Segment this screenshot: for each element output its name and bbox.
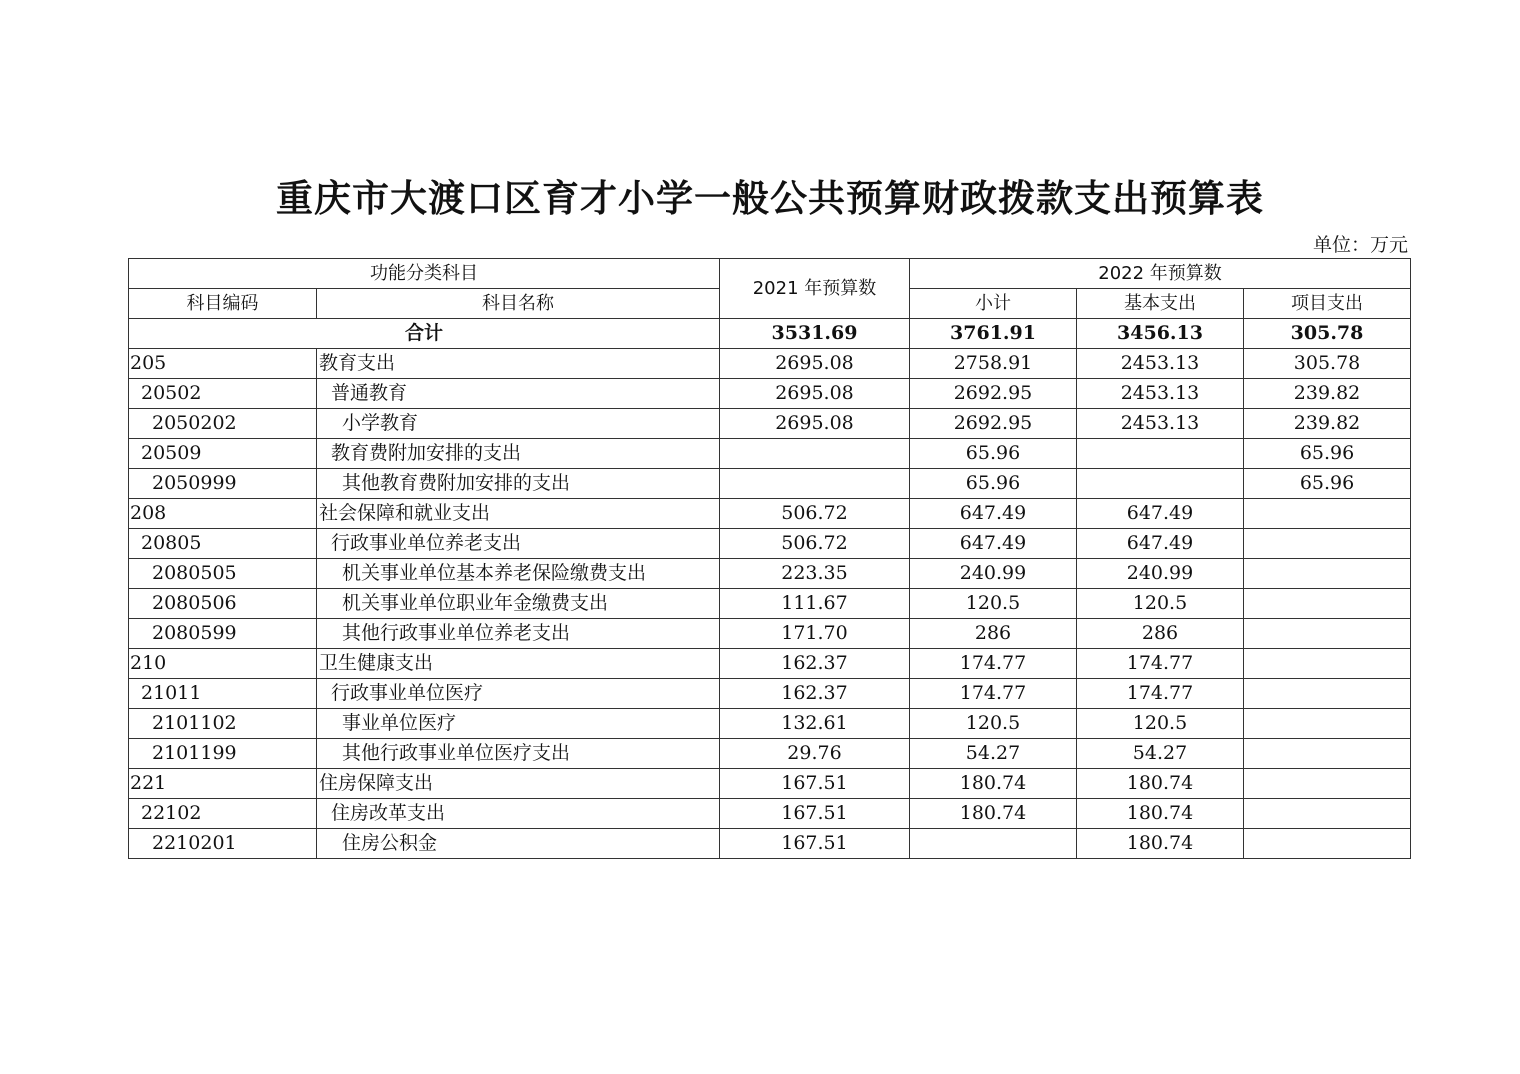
subject-name: 住房公积金	[317, 829, 720, 859]
table-row	[129, 439, 1411, 469]
budget-2022-project	[1244, 739, 1411, 769]
budget-2022-subtotal: 120.5	[910, 709, 1077, 739]
budget-2022-basic: 286	[1077, 619, 1244, 649]
budget-2021	[720, 439, 910, 469]
total-subtotal: 3761.91	[910, 319, 1077, 349]
budget-2022-subtotal: 2692.95	[910, 409, 1077, 439]
subject-code: 2080599	[129, 619, 317, 649]
subject-code: 205	[129, 349, 317, 379]
budget-2022-project	[1244, 829, 1411, 859]
header-basic: 基本支出	[1077, 289, 1244, 319]
budget-2022-basic: 2453.13	[1077, 379, 1244, 409]
subject-code: 20502	[129, 379, 317, 409]
table-row	[129, 799, 1411, 829]
budget-2022-subtotal: 180.74	[910, 799, 1077, 829]
budget-2022-project	[1244, 499, 1411, 529]
budget-2022-project: 239.82	[1244, 379, 1411, 409]
budget-2022-subtotal: 120.5	[910, 589, 1077, 619]
subject-name: 行政事业单位医疗	[317, 679, 720, 709]
subject-name: 机关事业单位职业年金缴费支出	[317, 589, 720, 619]
budget-2022-basic: 174.77	[1077, 649, 1244, 679]
budget-2022-subtotal: 2758.91	[910, 349, 1077, 379]
budget-2022-basic: 2453.13	[1077, 349, 1244, 379]
budget-2022-subtotal: 180.74	[910, 769, 1077, 799]
budget-2022-subtotal: 65.96	[910, 469, 1077, 499]
budget-2022-project: 305.78	[1244, 349, 1411, 379]
budget-2021: 2695.08	[720, 349, 910, 379]
table-row	[129, 649, 1411, 679]
subject-name: 小学教育	[317, 409, 720, 439]
budget-2022-subtotal	[910, 829, 1077, 859]
budget-2022-basic: 180.74	[1077, 829, 1244, 859]
budget-2021: 162.37	[720, 679, 910, 709]
subject-name: 其他行政事业单位养老支出	[317, 619, 720, 649]
budget-2021: 506.72	[720, 499, 910, 529]
subject-code: 22102	[129, 799, 317, 829]
total-row	[129, 319, 1411, 349]
subject-name: 教育支出	[317, 349, 720, 379]
subject-code: 2050202	[129, 409, 317, 439]
budget-2022-subtotal: 647.49	[910, 499, 1077, 529]
table-row	[129, 679, 1411, 709]
header-project: 项目支出	[1244, 289, 1411, 319]
budget-2021: 29.76	[720, 739, 910, 769]
subject-code: 221	[129, 769, 317, 799]
subject-code: 2080505	[129, 559, 317, 589]
subject-code: 20805	[129, 529, 317, 559]
budget-2022-basic: 180.74	[1077, 769, 1244, 799]
budget-2022-basic	[1077, 439, 1244, 469]
budget-2022-basic: 2453.13	[1077, 409, 1244, 439]
header-subtotal: 小计	[910, 289, 1077, 319]
budget-2022-project	[1244, 559, 1411, 589]
budget-2021: 171.70	[720, 619, 910, 649]
subject-name: 事业单位医疗	[317, 709, 720, 739]
budget-2022-basic: 647.49	[1077, 529, 1244, 559]
budget-2021: 223.35	[720, 559, 910, 589]
budget-2021: 167.51	[720, 769, 910, 799]
header-2022-budget: 2022 年预算数	[910, 259, 1411, 289]
header-name: 科目名称	[317, 289, 720, 319]
subject-code: 210	[129, 649, 317, 679]
budget-2022-project	[1244, 529, 1411, 559]
budget-2022-project	[1244, 769, 1411, 799]
total-basic: 3456.13	[1077, 319, 1244, 349]
subject-name: 其他教育费附加安排的支出	[317, 469, 720, 499]
budget-2021: 506.72	[720, 529, 910, 559]
subject-code: 2101102	[129, 709, 317, 739]
subject-code: 2080506	[129, 589, 317, 619]
table-row	[129, 709, 1411, 739]
table-row	[129, 499, 1411, 529]
subject-name: 普通教育	[317, 379, 720, 409]
budget-2022-subtotal: 174.77	[910, 649, 1077, 679]
subject-name: 住房改革支出	[317, 799, 720, 829]
budget-2021: 132.61	[720, 709, 910, 739]
subject-name: 机关事业单位基本养老保险缴费支出	[317, 559, 720, 589]
budget-2022-basic	[1077, 469, 1244, 499]
table-row	[129, 739, 1411, 769]
table-row	[129, 589, 1411, 619]
budget-2022-basic: 120.5	[1077, 589, 1244, 619]
subject-name: 社会保障和就业支出	[317, 499, 720, 529]
subject-name: 卫生健康支出	[317, 649, 720, 679]
budget-2022-project: 65.96	[1244, 469, 1411, 499]
subject-name: 住房保障支出	[317, 769, 720, 799]
table-row	[129, 619, 1411, 649]
budget-2022-subtotal: 647.49	[910, 529, 1077, 559]
header-code: 科目编码	[129, 289, 317, 319]
table-row	[129, 559, 1411, 589]
budget-table	[128, 258, 1411, 859]
budget-2022-subtotal: 240.99	[910, 559, 1077, 589]
total-2021: 3531.69	[720, 319, 910, 349]
page-title: 重庆市大渡口区育才小学一般公共预算财政拨款支出预算表	[276, 177, 1264, 220]
budget-2021: 2695.08	[720, 379, 910, 409]
unit-label: 单位：万元	[1312, 234, 1408, 256]
table-row	[129, 769, 1411, 799]
budget-2022-basic: 647.49	[1077, 499, 1244, 529]
budget-2022-project	[1244, 709, 1411, 739]
header-row-1	[129, 259, 1411, 289]
table-row	[129, 829, 1411, 859]
budget-2022-project	[1244, 799, 1411, 829]
subject-name: 其他行政事业单位医疗支出	[317, 739, 720, 769]
budget-2021: 2695.08	[720, 409, 910, 439]
budget-2022-project	[1244, 589, 1411, 619]
budget-2022-subtotal: 54.27	[910, 739, 1077, 769]
budget-2022-basic: 54.27	[1077, 739, 1244, 769]
subject-code: 2050999	[129, 469, 317, 499]
budget-2022-project: 239.82	[1244, 409, 1411, 439]
total-label: 合计	[129, 319, 720, 349]
budget-2022-project	[1244, 649, 1411, 679]
budget-2022-basic: 174.77	[1077, 679, 1244, 709]
budget-2022-basic: 120.5	[1077, 709, 1244, 739]
total-project: 305.78	[1244, 319, 1411, 349]
subject-name: 行政事业单位养老支出	[317, 529, 720, 559]
header-functional-category: 功能分类科目	[129, 259, 720, 289]
table-row	[129, 349, 1411, 379]
header-2021-budget: 2021 年预算数	[720, 259, 910, 319]
budget-2021: 111.67	[720, 589, 910, 619]
subject-code: 2210201	[129, 829, 317, 859]
budget-2021: 162.37	[720, 649, 910, 679]
subject-name: 教育费附加安排的支出	[317, 439, 720, 469]
budget-2022-basic: 240.99	[1077, 559, 1244, 589]
subject-code: 2101199	[129, 739, 317, 769]
budget-2022-subtotal: 174.77	[910, 679, 1077, 709]
subject-code: 208	[129, 499, 317, 529]
budget-2022-subtotal: 2692.95	[910, 379, 1077, 409]
table-row	[129, 529, 1411, 559]
budget-2022-project: 65.96	[1244, 439, 1411, 469]
budget-2021	[720, 469, 910, 499]
table-row	[129, 409, 1411, 439]
budget-2021: 167.51	[720, 829, 910, 859]
budget-2022-project	[1244, 679, 1411, 709]
subject-code: 20509	[129, 439, 317, 469]
budget-2022-basic: 180.74	[1077, 799, 1244, 829]
budget-2022-subtotal: 65.96	[910, 439, 1077, 469]
subject-code: 21011	[129, 679, 317, 709]
budget-2021: 167.51	[720, 799, 910, 829]
budget-2022-project	[1244, 619, 1411, 649]
table-row	[129, 379, 1411, 409]
budget-2022-subtotal: 286	[910, 619, 1077, 649]
table-row	[129, 469, 1411, 499]
